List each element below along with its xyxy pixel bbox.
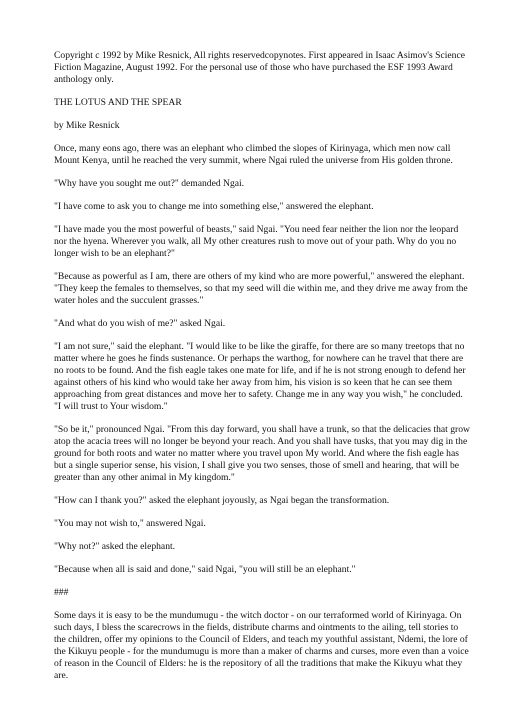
- body-paragraph: "And what do you wish of me?" asked Ngai.: [54, 318, 226, 329]
- body-paragraph: "Why have you sought me out?" demanded Ngai.: [54, 178, 245, 189]
- body-paragraph: "You may not wish to," answered Ngai.: [54, 518, 206, 529]
- body-paragraph: Some days it is easy to be the mundumugu - the witch doctor - on our terraformed world of Kirinyaga. On such days, I bless the scarecrows in the fields, distribute charms and ointments to the ailing, tell stories to the children, offer my opinions to the Council of Elders, and teach my youthful assistant, Ndemi, the lore of the Kikuyu people - for the mundumugu is more than a maker of charms and curses, more even than a voice of reason in the Council of Elders: he is the repository of all the traditions that make the Kikuyu what they are.: [54, 610, 469, 681]
- body-paragraph: "I have come to ask you to change me into something else," answered the elephant.: [54, 201, 374, 212]
- body-paragraph: "I have made you the most powerful of beasts," said Ngai. "You need fear neither the lion nor the leopard nor the hyena. Wherever you walk, all My other creatures rush to move out of your path. Why do you no longer wish to be an elephant?": [54, 224, 459, 259]
- section-break: ###: [54, 587, 69, 598]
- copyright-notice: Copyright c 1992 by Mike Resnick, All rights reservedcopynotes. First appeared in Isaac Asimov's Science Fiction Magazine, August 1992. For the personal use of those who have purchased the ESF 1993 Award anthology only.: [54, 50, 465, 85]
- body-paragraph: "How can I thank you?" asked the elephant joyously, as Ngai began the transformation.: [54, 495, 390, 506]
- body-paragraph: "Why not?" asked the elephant.: [54, 541, 176, 552]
- document-page: [54, 50, 470, 693]
- author-byline: by Mike Resnick: [54, 120, 120, 131]
- body-paragraph: "Because as powerful as I am, there are others of my kind who are more powerful," answered the elephant. "They keep the females to themselves, so that my seed will die within me, and they drive me away from the water holes and the succulent grasses.": [54, 271, 468, 306]
- body-paragraph: "So be it," pronounced Ngai. "From this day forward, you shall have a trunk, so that the delicacies that grow atop the acacia trees will no longer be beyond your reach. And you shall have tusks, that you may dig in the ground for both roots and water no matter where you travel upon My world. And where the fish eagle has but a single superior sense, his vision, I shall give you two senses, those of smell and hearing, that will be greater than any other animal in My kingdom.": [54, 424, 470, 483]
- body-paragraph: Once, many eons ago, there was an elephant who climbed the slopes of Kirinyaga, which men now call Mount Kenya, until he reached the very summit, where Ngai ruled the universe from His golden throne.: [54, 143, 453, 166]
- body-paragraph: "I am not sure," said the elephant. "I would like to be like the giraffe, for there are so many treetops that no matter where he goes he finds sustenance. Or perhaps the warthog, for nowhere can he travel that there are no roots to be found. And the fish eagle takes one mate for life, and if he is not strong enough to defend her against others of his kind who would take her away from him, his vision is so keen that he can see them approaching from great distances and move her to safety. Change me in any way you wish," he concluded. "I will trust to Your wisdom.": [54, 341, 466, 412]
- story-title: THE LOTUS AND THE SPEAR: [54, 97, 182, 108]
- body-paragraph: "Because when all is said and done," said Ngai, "you will still be an elephant.": [54, 564, 356, 575]
